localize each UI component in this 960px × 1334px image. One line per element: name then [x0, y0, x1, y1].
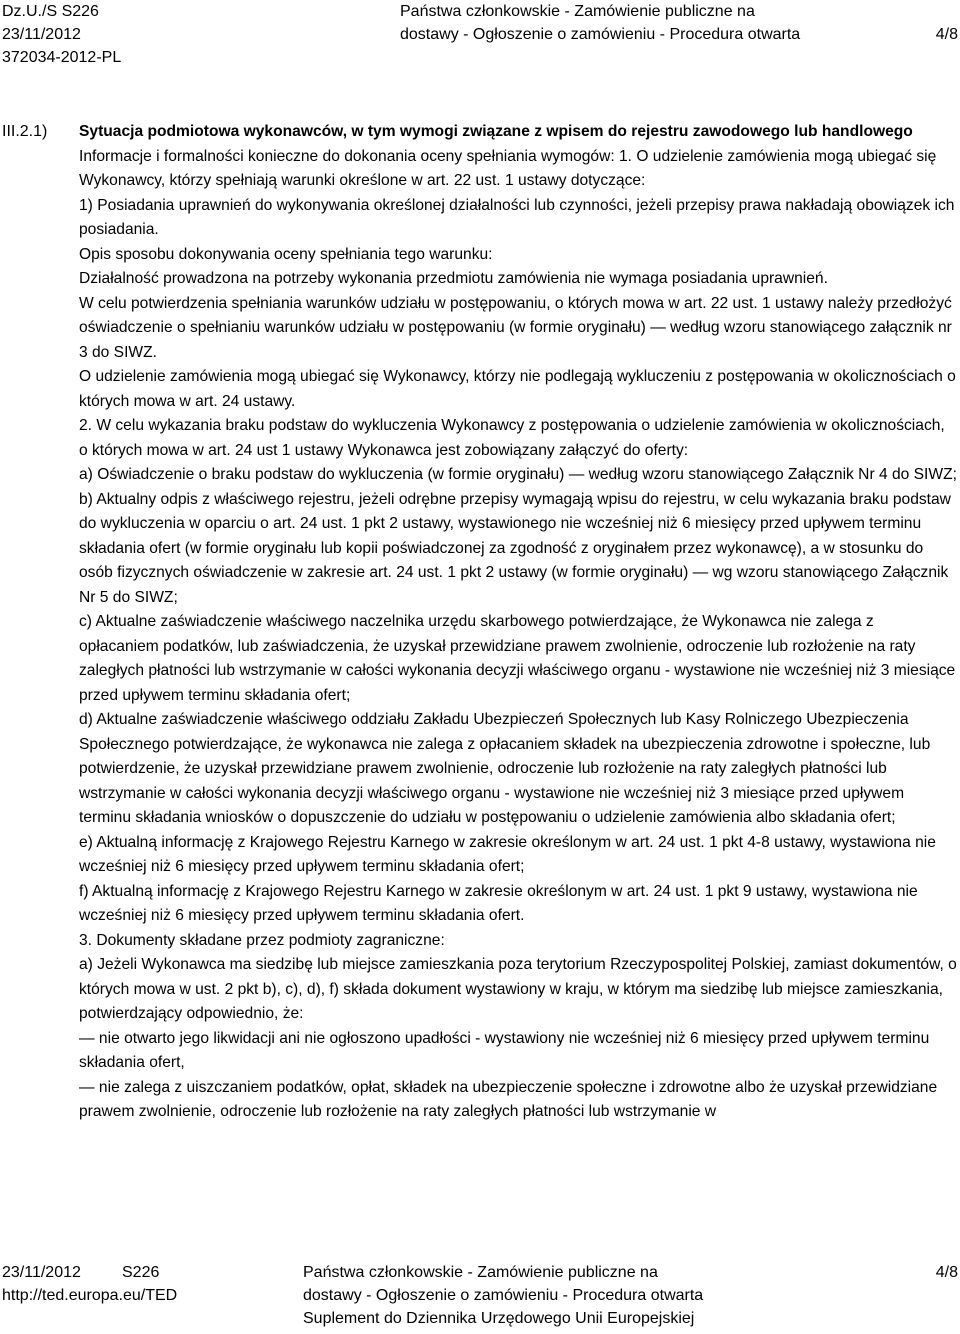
paragraph: a) Jeżeli Wykonawca ma siedzibę lub miejsce zamieszkania poza terytorium Rzeczypospolitej Polskiej, zamiast dokumentów, o których mowa w ust. 2 pkt b), c), d), f) składa dokument wystawiony w kraju, w którym ma siedzibę lub miejsce zamieszkania, potwierdzający odpowiednio, że:: [79, 956, 957, 1022]
paragraph: Działalność prowadzona na potrzeby wykonania przedmiotu zamówienia nie wymaga posiadania uprawnień.: [79, 270, 828, 287]
paragraph: O udzielenie zamówienia mogą ubiegać się Wykonawcy, którzy nie podlegają wykluczeniu z postępowania w okolicznościach o których mowa w art. 24 ustawy.: [79, 368, 956, 410]
paragraph: d) Aktualne zaświadczenie właściwego oddziału Zakładu Ubezpieczeń Społecznych lub Kasy Rolniczego Ubezpieczenia Społecznego potwierdzające, że wykonawca nie zalega z opłacaniem składek na ubezpieczenia zdrowotne i społeczne, lub potwierdzenie, że uzyskał przewidziane prawem zwolnienie, odroczenie lub rozłożenie na raty zaległych płatności lub wstrzymanie w całości wykonania decyzji właściwego organu - wystawione nie wcześniej niż 3 miesiące przed upływem terminu składania wniosków o dopuszczenie do udziału w postępowaniu o udzielenie zamówienia albo składania ofert;: [79, 711, 931, 826]
paragraph: c) Aktualne zaświadczenie właściwego naczelnika urzędu skarbowego potwierdzające, że Wykonawca nie zalega z opłacaniem podatków, lub zaświadczenia, że uzyskał przewidziane prawem zwolnienie, odroczenie lub rozłożenie na raty zaległych płatności lub wstrzymanie w całości wykonania decyzji właściwego organu - wystawione nie wcześniej niż 3 miesiące przed upływem terminu składania ofert;: [79, 613, 956, 704]
footer-page-number: 4/8: [935, 1264, 958, 1281]
footer-title-line: dostawy - Ogłoszenie o zamówieniu - Procedura otwarta: [303, 1287, 704, 1304]
notice-number: 372034-2012-PL: [2, 49, 122, 66]
header-title-line: Państwa członkowskie - Zamówienie publiczne na: [400, 3, 755, 20]
paragraph: Informacje i formalności konieczne do dokonania oceny spełniania wymogów: 1. O udzielenie zamówienia mogą ubiegać się Wykonawcy, którzy spełniają warunki określone w art. 22 ust. 1 ustawy dotyczące:: [79, 147, 937, 189]
paragraph: 1) Posiadania uprawnień do wykonywania określonej działalności lub czynności, jeżeli przepisy prawa nakładają obowiązek ich posiadania.: [79, 196, 955, 238]
paragraph: W celu potwierdzenia spełniania warunków udziału w postępowaniu, o których mowa w art. 22 ust. 1 ustawy należy przedłożyć oświadczenie o spełnianiu warunków udziału w postępowaniu (w formie oryginału) — według wzoru stanowiącego załącznik nr 3 do SIWZ.: [79, 294, 952, 361]
section-title: Sytuacja podmiotowa wykonawców, w tym wymogi związane z wpisem do rejestru zawodowego lub handlowego: [79, 123, 913, 140]
paragraph: a) Oświadczenie o braku podstaw do wykluczenia (w formie oryginału) — według wzoru stanowiącego Załącznik Nr 4 do SIWZ;: [79, 466, 957, 483]
paragraph: 2. W celu wykazania braku podstaw do wykluczenia Wykonawcy z postępowania o udzielenie zamówienia w okolicznościach, o których mowa w art. 24 ust 1 ustawy Wykonawca jest zobowiązany załączyć do oferty:: [79, 417, 945, 459]
footer-date: 23/11/2012: [2, 1264, 81, 1281]
paragraph: — nie zalega z uiszczaniem podatków, opłat, składek na ubezpieczenie społeczne i zdrowotne albo że uzyskał przewidziane prawem zwolnienie, odroczenie lub rozłożenie na raty zaległych płatności lub wstrzymanie w: [79, 1078, 938, 1120]
paragraph: — nie otwarto jego likwidacji ani nie ogłoszono upadłości - wystawiony nie wcześniej niż 6 miesięcy przed upływem terminu składania ofert,: [79, 1029, 930, 1071]
journal-reference: Dz.U./S S226: [2, 3, 99, 20]
section-content: [79, 120, 957, 1125]
paragraph: b) Aktualny odpis z właściwego rejestru, jeżeli odrębne przepisy wymagają wpisu do rejestru, w celu wykazania braku podstaw do wykluczenia w oparciu o art. 24 ust. 1 pkt 2 ustawy, wystawionego nie wcześniej niż 6 miesięcy przed upływem terminu składania ofert (w formie oryginału lub kopii poświadczonej za zgodność z oryginałem przez wykonawcę), a w stosunku do osób fizycznych oświadczenie w zakresie art. 24 ust. 1 pkt 2 ustawy (w formie oryginału) — wg wzoru stanowiącego Załącznik Nr 5 do SIWZ;: [79, 490, 951, 606]
footer-title: [303, 1261, 773, 1330]
footer-title-line: Państwa członkowskie - Zamówienie publiczne na: [303, 1264, 658, 1281]
paragraph: e) Aktualną informację z Krajowego Rejestru Karnego w zakresie określonym w art. 24 ust. 1 pkt 4-8 ustawy, wystawiona nie wcześniej niż 6 miesięcy przed upływem terminu składania ofert;: [79, 833, 936, 875]
footer-date-series: [2, 1261, 177, 1284]
paragraph: 3. Dokumenty składane przez podmioty zagraniczne:: [79, 931, 445, 949]
paragraph: f) Aktualną informację z Krajowego Rejestru Karnego w zakresie określonym w art. 24 ust. 1 pkt 9 ustawy, wystawiona nie wcześniej niż 6 miesięcy przed upływem terminu składania ofert.: [79, 882, 918, 924]
footer-url-link[interactable]: http://ted.europa.eu/TED: [2, 1287, 178, 1304]
page-footer: [0, 1261, 960, 1334]
page-header: [0, 0, 960, 70]
footer-supplement: Suplement do Dziennika Urzędowego Unii Europejskiej: [303, 1310, 695, 1327]
footer-series: S226: [122, 1264, 160, 1281]
header-title: [400, 0, 810, 46]
publication-date: 23/11/2012: [2, 26, 81, 43]
header-reference: [2, 0, 121, 69]
paragraph: Opis sposobu dokonywania oceny spełniania tego warunku:: [79, 245, 493, 263]
footer-reference: [2, 1261, 177, 1307]
header-title-line: dostawy - Ogłoszenie o zamówieniu - Procedura otwarta: [400, 26, 801, 43]
section-number: III.2.1): [2, 123, 48, 140]
header-page-number: 4/8: [935, 26, 958, 43]
